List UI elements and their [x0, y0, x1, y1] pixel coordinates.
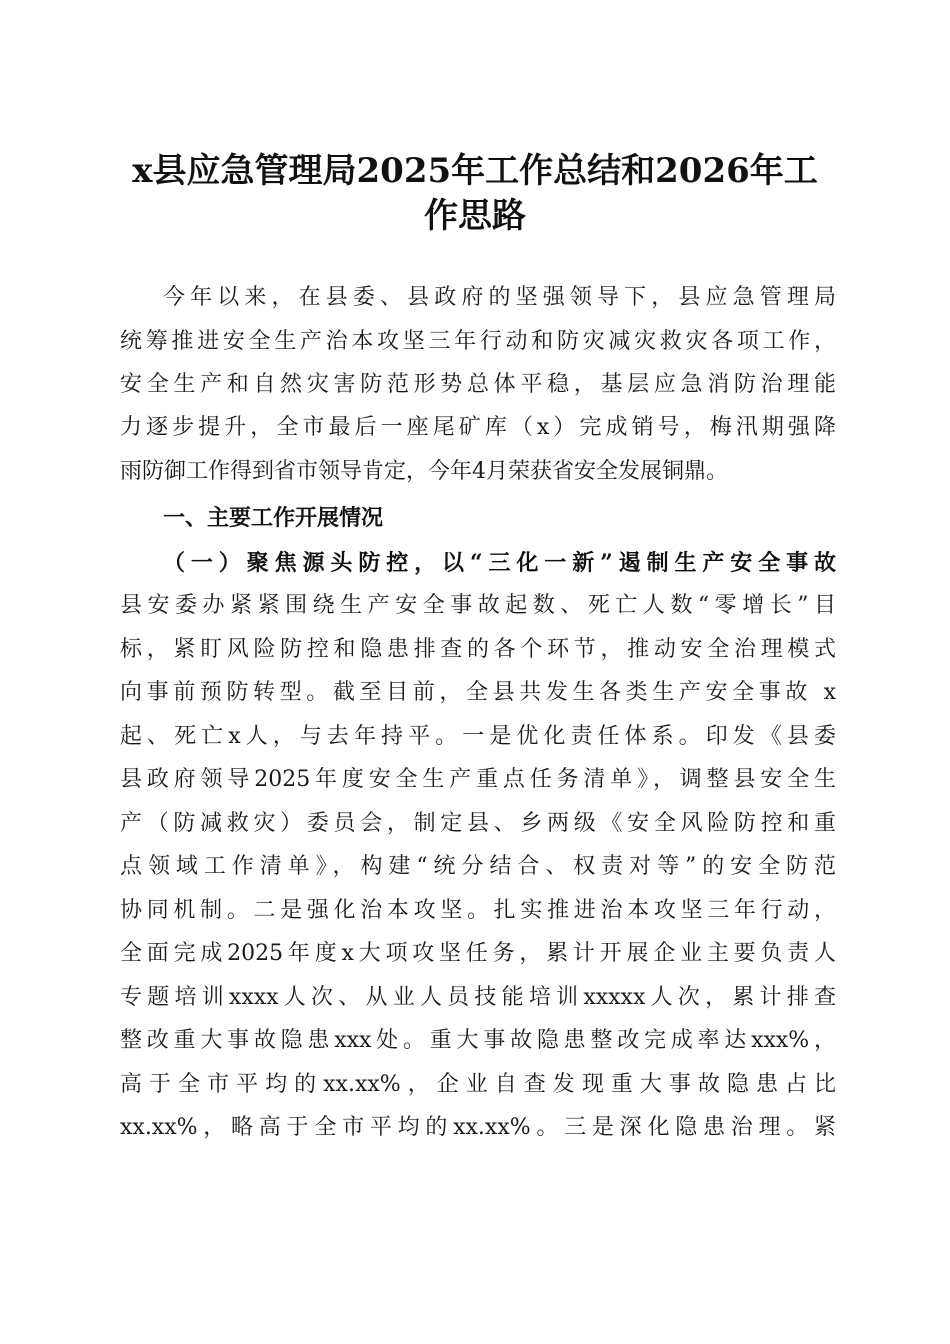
intro-line: 雨防御工作得到省市领导肯定，今年4月荣获省安全发展铜鼎。: [120, 459, 728, 484]
body-line: 整改重大事故隐患xxx处。重大事故隐患整改完成率达xxx%，: [120, 1028, 836, 1053]
body-line: 标，紧盯风险防控和隐患排查的各个环节，推动安全治理模式: [120, 637, 836, 662]
body-line: 高于全市平均的xx.xx%，企业自查发现重大事故隐患占比: [120, 1072, 836, 1097]
subsection-heading: （一）聚焦源头防控，以“三化一新”遏制生产安全事故: [163, 550, 836, 576]
body-line: 县安委办紧紧围绕生产安全事故起数、死亡人数“零增长”目: [120, 593, 836, 618]
body-line: 专题培训xxxx人次、从业人员技能培训xxxxx人次，累计排查: [120, 985, 836, 1010]
body-line: 县政府领导2025年度安全生产重点任务清单》，调整县安全生: [120, 767, 836, 792]
body-line: 协同机制。二是强化治本攻坚。扎实推进治本攻坚三年行动，: [120, 898, 836, 923]
section-heading: 一、主要工作开展情况: [163, 506, 384, 531]
intro-line: 力逐步提升，全市最后一座尾矿库（x）完成销号，梅汛期强降: [120, 415, 836, 440]
document-title-line-1: x县应急管理局2025年工作总结和2026年工: [132, 151, 818, 191]
body-line: 产（防减救灾）委员会，制定县、乡两级《安全风险防控和重: [120, 811, 836, 836]
body-line: 向事前预防转型。截至目前，全县共发生各类生产安全事故 x: [120, 680, 836, 705]
body-line: 起、死亡x人，与去年持平。一是优化责任体系。印发《县委: [120, 724, 836, 749]
body-line: xx.xx%，略高于全市平均的xx.xx%。三是深化隐患治理。紧: [120, 1115, 836, 1140]
body-line: 全面完成2025年度x大项攻坚任务，累计开展企业主要负责人: [120, 941, 836, 966]
intro-line: 安全生产和自然灾害防范形势总体平稳，基层应急消防治理能: [120, 372, 836, 397]
intro-line: 今年以来，在县委、县政府的坚强领导下，县应急管理局: [163, 285, 836, 310]
document-title-line-2: 作思路: [424, 196, 526, 236]
intro-line: 统筹推进安全生产治本攻坚三年行动和防灾减灾救灾各项工作，: [120, 329, 836, 354]
body-line: 点领域工作清单》，构建“统分结合、权责对等”的安全防范: [120, 854, 836, 879]
